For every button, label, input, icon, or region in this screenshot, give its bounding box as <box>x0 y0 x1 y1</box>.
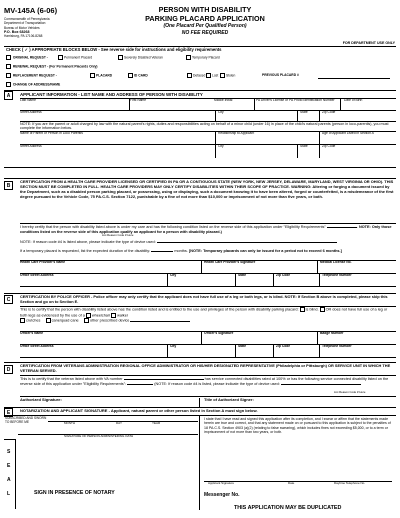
section-e-title: NOTARIZATION AND APPLICANT SIGNATURE - Applicant, natural parent or other person listed in Section A must sign below. <box>20 408 258 413</box>
replacement-row: REPLACEMENT REQUEST - PLACARD ID CARD Defaced Lost Stolen PREVIOUS PLACARD # <box>6 73 396 81</box>
provider-state-field[interactable]: State <box>238 274 274 286</box>
va-reason-field[interactable] <box>127 384 153 385</box>
renewal-row: RENEWAL REQUEST - (For Permanent Placards Only) <box>6 64 98 69</box>
placard-checkbox[interactable] <box>90 73 95 78</box>
change-address-row: CHANGE OF ADDRESS/NAME <box>6 82 60 87</box>
messenger-number: Messenger No. <box>204 492 240 498</box>
parent-city-field[interactable]: City <box>218 145 298 158</box>
veteran-certify-text: This is to certify that the veteran listed above with VA number has service connected disabilities rated at 100% or has the following service connected disability listed on the reverse side of this application under "Eligibility Requirements": (NOTE: If reason code #4 is listed, please indicate the type of device used: <box>20 377 389 386</box>
city-field[interactable]: City <box>218 111 298 121</box>
parent-state-field[interactable]: State <box>300 145 320 158</box>
notary-box <box>4 415 200 510</box>
dob-field[interactable]: Date of Birth <box>344 98 363 102</box>
agency-line: Department of Transportation <box>4 21 46 26</box>
agency-line: Harrisburg, PA 17106-8268 <box>4 34 43 39</box>
section-a-note: NOTE: If you are the parent or adult charged by law with the natural parent's rights, duties and responsibilities acting on behalf of a minor child (under 16) in place of the child's natural parents (person in loco-parentis), you must complete the information below. <box>20 122 389 131</box>
medical-license-field[interactable]: Medical License No. <box>320 260 352 264</box>
provider-zip-field[interactable]: Zip Code <box>276 274 320 286</box>
admin-signature-caption: SIGNATURE OF PERSON ADMINISTERING OATH <box>64 434 134 438</box>
section-c <box>4 293 396 369</box>
other-device-field[interactable] <box>130 321 190 322</box>
duration-field[interactable] <box>151 251 173 252</box>
original-request-row: ORIGINAL REQUEST - Permanent Placard Severely Disabled Veteran Temporary Placard <box>6 55 396 63</box>
authorized-signature-field[interactable]: Authorized Signature: <box>20 398 200 408</box>
section-c-title: CERTIFICATION BY POLICE OFFICER - Police officer may only certify that the applicant does not have full use of a leg or both legs, or is blind. NOTE: If Section B above is completed, please skip this Section and go on to Section E. <box>20 294 388 304</box>
stolen-checkbox[interactable] <box>220 73 225 78</box>
device-field[interactable] <box>157 242 337 243</box>
parent-street-field[interactable]: Street Address <box>20 145 216 158</box>
seal-box <box>4 439 16 509</box>
device-row: NOTE: If reason code #4 is listed above, please indicate the type of device used: <box>20 240 394 244</box>
replacement-checkbox[interactable] <box>6 73 11 78</box>
va-number-field[interactable] <box>124 379 204 380</box>
zip-field[interactable]: Zip Code <box>322 110 336 114</box>
last-name-field[interactable]: Last Name <box>20 99 130 110</box>
fee-note: NO FEE REQUIRED <box>181 29 229 36</box>
duplicate-notice: THIS APPLICATION MAY BE DUPLICATED <box>234 505 342 511</box>
blind-checkbox[interactable] <box>300 307 305 312</box>
list-code-caption: List Reason Code # Here <box>102 233 134 237</box>
relationship-field[interactable]: Relationship to Applicant <box>218 132 320 144</box>
applicant-signature-caption: Applicant Signature <box>208 481 235 485</box>
seal-letter: A <box>7 477 11 483</box>
section-e <box>4 407 396 515</box>
subtitle: (One Placard Per Qualified Person) <box>163 23 247 29</box>
age-field[interactable]: Age of Applicant Listed in Section A <box>322 131 374 135</box>
notary-instruction: SIGN IN PRESENCE OF NOTARY <box>34 490 115 496</box>
id-card-checkbox[interactable] <box>128 73 133 78</box>
officer-city-field[interactable]: City <box>170 345 236 357</box>
middle-initial-field[interactable]: Middle Initial <box>214 98 233 102</box>
temporary-checkbox[interactable] <box>186 55 191 60</box>
dept-use-label: FOR DEPARTMENT USE ONLY <box>342 41 395 45</box>
applicant-statement: I state that I have read and signed this application after its completion, and I swear or affirm that the statements made herein are true and correct, and that any statement made on or pursuant to this application is subject to the penalties of 18 PA.C.S. Section 4903 (a)(2) (relating to false swearing), which includes fines not exceeding $5,000, or to a term or imprisonment of not more than two years, or both. <box>204 417 391 435</box>
section-b-letter: B <box>4 181 13 190</box>
title-line-1: PERSON WITH DISABILITY <box>158 5 252 14</box>
daytime-phone-caption: Daytime Telephone No. <box>334 481 366 485</box>
section-a-letter: A <box>4 91 13 100</box>
provider-office-field[interactable]: Office Street Address <box>20 274 168 286</box>
police-certify-text: This is to certify that the person with disability listed above has the condition listed and is entitled to the use and privileges of the person with disability parking placard: is blind. OR does not have full use of a leg or both legs as evidenced by the use of a wheelchair walker crutches cane/quad cane other prescribed device <box>20 307 388 323</box>
va-list-code-caption: List Reason Code # Here <box>334 390 366 394</box>
provider-city-field[interactable]: City <box>170 274 236 286</box>
date-caption: Date <box>288 481 295 485</box>
badge-number-field[interactable]: Badge Number <box>320 331 344 335</box>
wheelchair-checkbox[interactable] <box>86 313 91 318</box>
agency-line: Commonwealth of Pennsylvania <box>4 17 50 21</box>
section-d-title: CERTIFICATION FROM VETERANS ADMINISTRATION REGIONAL OFFICE ADMINISTRATOR OR HIS/HER DESIGNATED REPRESENTATIVE (Philadelphia or Pittsburgh) OR SERVICE UNIT IN WHICH THE VETERAN SERVED. <box>20 363 391 373</box>
officer-name-field[interactable]: Officer's Name <box>20 332 202 344</box>
title-line-2: PARKING PLACARD APPLICATION <box>145 14 265 23</box>
section-a <box>4 90 396 168</box>
severely-disabled-checkbox[interactable] <box>118 55 123 60</box>
temporary-row: If a temporary placard is requested, list the expected duration of the disability: months. [NOTE: Temporary placards can only be issued for a period not to exceed 6 months.] <box>20 249 342 253</box>
form-number: MV-145A (6-06) <box>4 6 58 15</box>
subscribed-label: SUBSCRIBED AND SWORN TO BEFORE ME <box>5 416 47 424</box>
section-d-letter: D <box>4 365 13 374</box>
no-leg-use-checkbox[interactable] <box>320 307 325 312</box>
crutches-checkbox[interactable] <box>20 318 25 323</box>
section-c-letter: C <box>4 295 13 304</box>
provider-phone-field[interactable]: Telephone Number <box>322 273 352 277</box>
street-field[interactable]: Street Address <box>20 111 216 121</box>
parent-name-field[interactable]: Name of Parent or Person in Loco Parentis <box>20 132 216 144</box>
other-device-checkbox[interactable] <box>84 318 89 323</box>
cane-checkbox[interactable] <box>46 318 51 323</box>
agency-line: Bureau of Motor Vehicles <box>4 25 40 30</box>
permanent-checkbox[interactable] <box>58 55 63 60</box>
license-field[interactable]: PA Driver's License or PA Photo Identification Number <box>254 98 341 110</box>
certify-text: I hereby certify that the person with disability listed above is under my care and has the following condition listed on the reverse side of this application under "Eligibility Requirements" . NOTE: Only those conditions listed on the reverse side of this application qualify an applicant for a person with disability placard.) <box>20 225 392 234</box>
agency-line: P.O. Box 68268 <box>4 29 30 34</box>
agency-block <box>4 17 50 38</box>
change-address-checkbox[interactable] <box>6 82 11 87</box>
previous-placard-field[interactable] <box>318 78 390 79</box>
seal-letter: S <box>7 449 11 455</box>
officer-phone-field[interactable]: Telephone Number <box>322 344 352 348</box>
provider-signature-field[interactable]: Health Care Provider's Signature <box>204 261 318 273</box>
first-name-field[interactable]: First Name <box>130 98 147 102</box>
state-field[interactable]: State <box>300 111 320 121</box>
officer-signature-field[interactable]: Officer's Signature <box>204 332 318 344</box>
check-instructions: CHECK ( ✓ ) APPROPRIATE BLOCKS BELOW - See reverse side for instructions and eligibility requirements <box>6 47 222 52</box>
officer-zip-field[interactable]: Zip Code <box>276 345 320 357</box>
officer-state-field[interactable]: State <box>238 345 274 357</box>
section-b-title: CERTIFICATION FROM A HEALTH CARE PROVIDER LICENSED OR CERTIFIED IN PA OR A CONTIGUOUS STATE (NEW YORK, NEW JERSEY, DELAWARE, MARYLAND, WEST VIRGINIA OR OHIO). THIS SECTION MUST BE COMPLETED IN FULL. HEALTH CARE PROVIDERS MAY ONLY CERTIFY DISABILITIES WITHIN THEIR SCOPE OF PRACTICE. WARNING: Altering or forging a document issued by the Department, such as a disabled person parking placard, or possessing, using or displaying, such a document knowing it to have been altered, forged or counterfeited, is a misdemeanor of the first degree pursuant to the Vehicle Code, 75 PA.C.S. Section 7122, punishable by a fine of not more than $10,000 or imprisonment of not more than five years, or both. <box>20 179 394 199</box>
section-e-letter: E <box>4 408 13 417</box>
year-caption: YEAR <box>152 421 161 425</box>
seal-letter: E <box>7 463 11 469</box>
reason-code-field[interactable] <box>327 227 357 228</box>
seal-letter: L <box>7 491 11 497</box>
provider-name-field[interactable]: Health Care Provider's Name <box>20 261 202 273</box>
day-caption: DAY <box>116 421 122 425</box>
officer-office-field[interactable]: Office Street Address <box>20 345 168 357</box>
walker-checkbox[interactable] <box>111 313 116 318</box>
original-checkbox[interactable] <box>6 55 11 60</box>
authorized-title-field[interactable]: Title of Authorized Signer: <box>204 397 254 402</box>
renewal-checkbox[interactable] <box>6 64 11 69</box>
section-a-title: APPLICANT INFORMATION - LIST NAME AND ADDRESS OF PERSON WITH DISABILITY <box>20 92 203 97</box>
lost-checkbox[interactable] <box>206 73 211 78</box>
va-device-field[interactable] <box>281 384 361 385</box>
parent-zip-field[interactable]: Zip Code <box>322 144 336 148</box>
month-caption: MONTH <box>64 421 75 425</box>
defaced-checkbox[interactable] <box>187 73 192 78</box>
